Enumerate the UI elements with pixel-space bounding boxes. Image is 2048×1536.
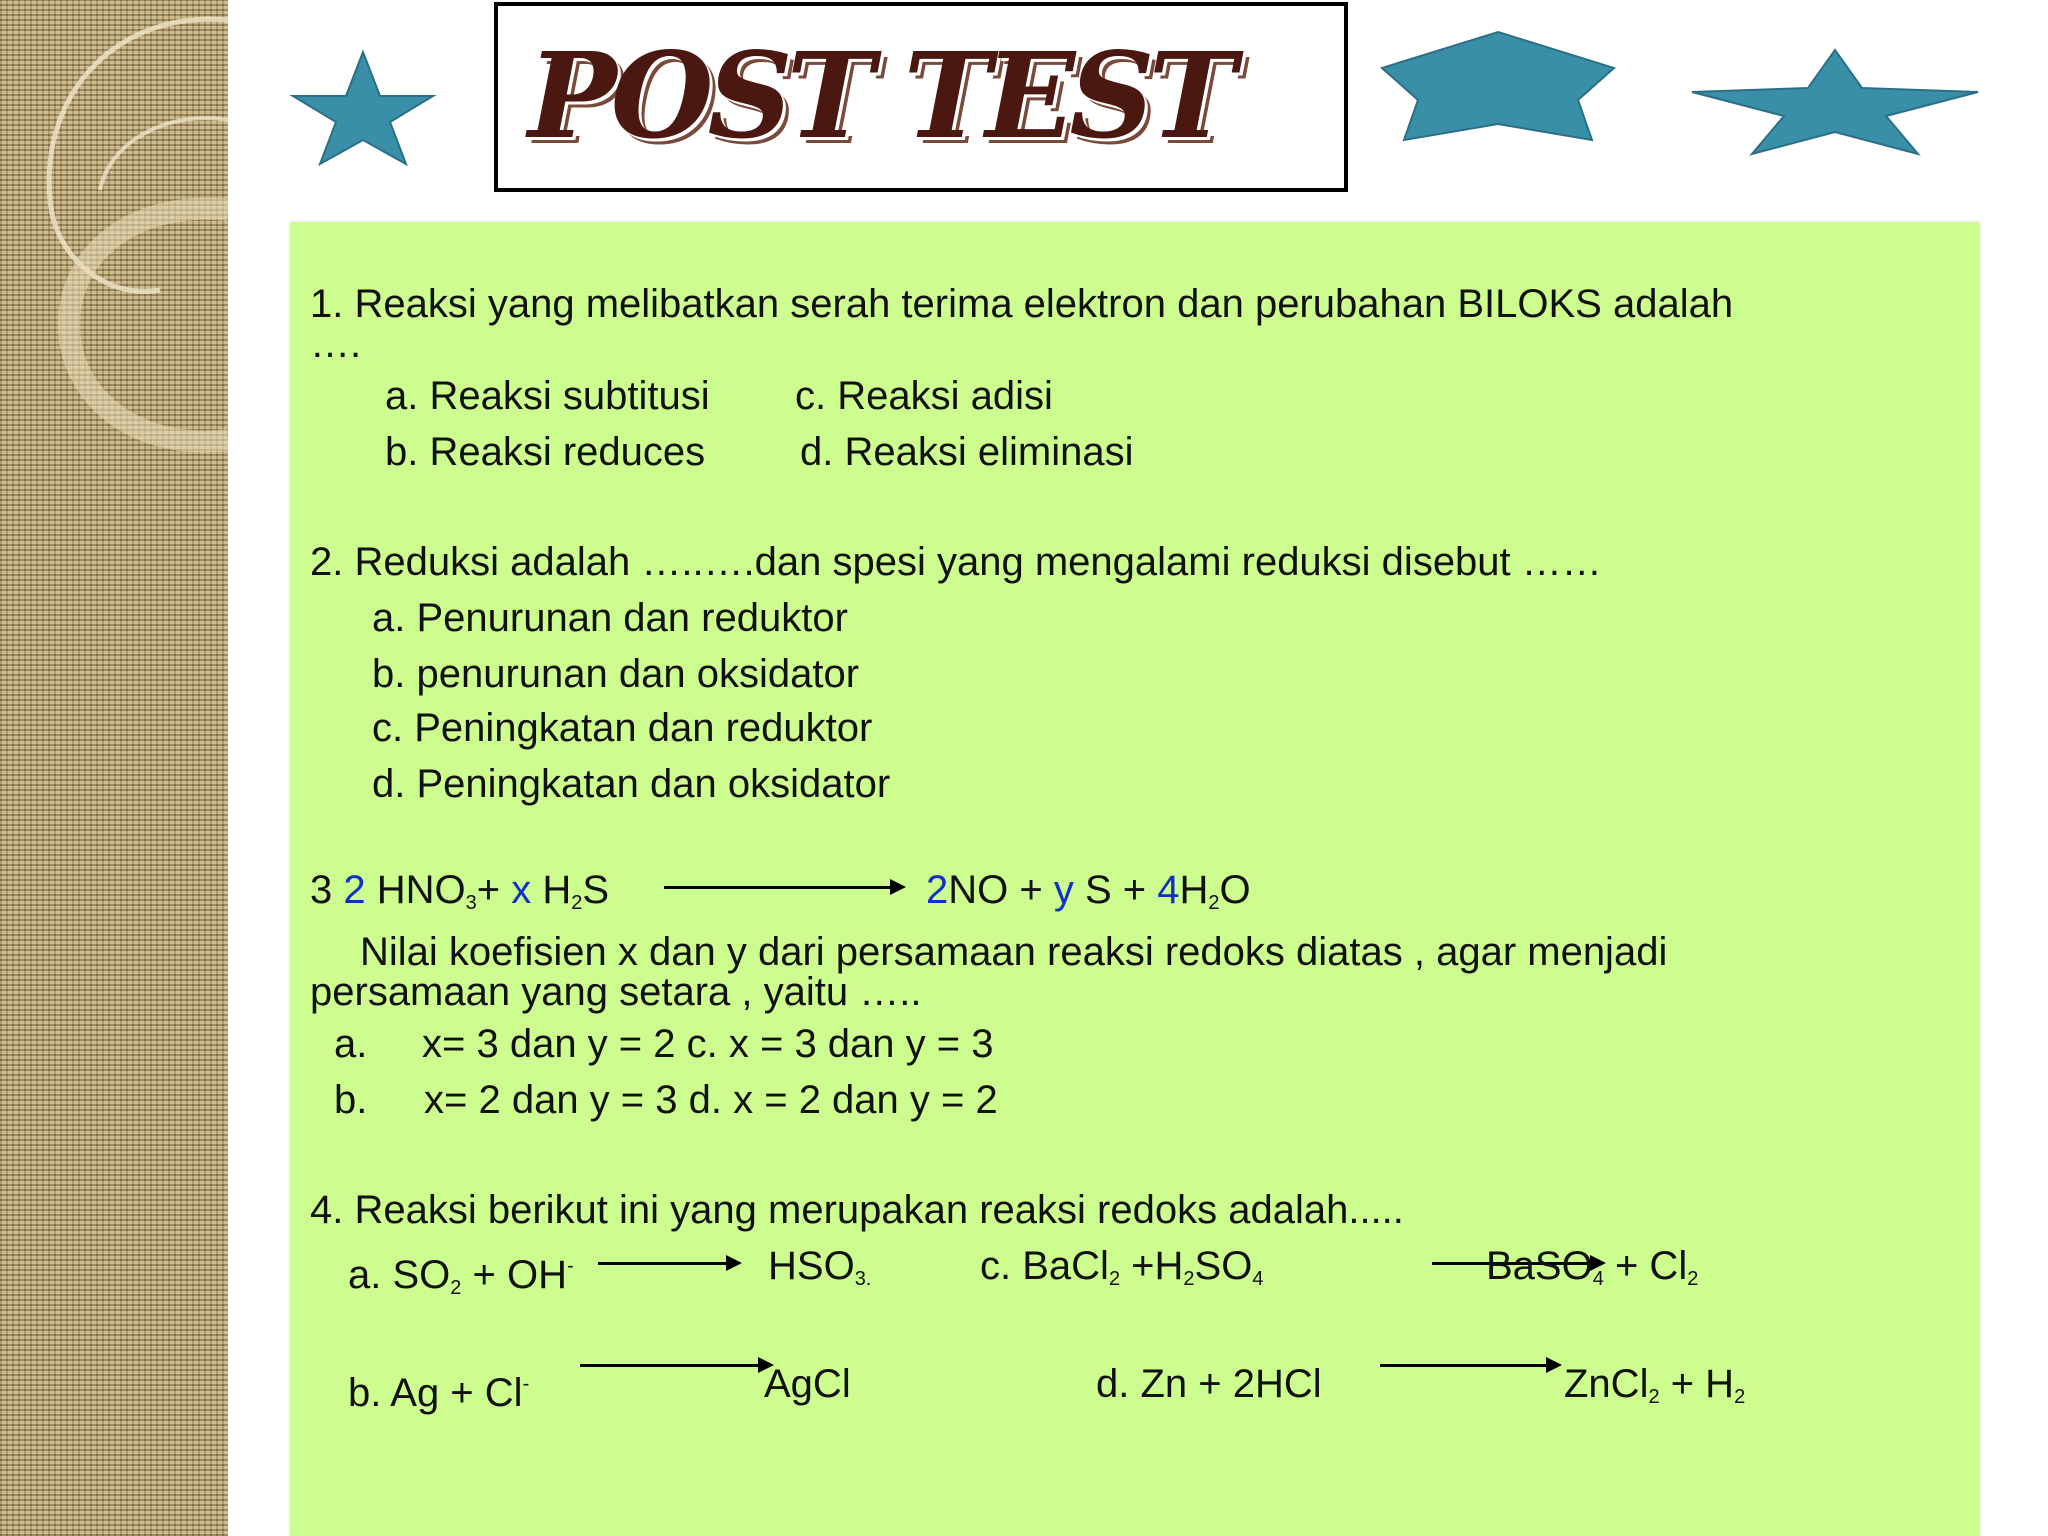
q3-coef-h2o: 4 (1157, 868, 1180, 912)
flat-star-icon (1690, 46, 1980, 158)
q4-option-b-right: AgCl (764, 1362, 851, 1406)
q3-number: 3 (310, 868, 333, 912)
q4-option-c-left: c. BaCl$_2$ $+H_2SO_4$ (980, 1244, 1264, 1290)
q3-coef-x: x (511, 868, 532, 912)
q3-option-b-d: x= 2 dan y = 3 d. x = 2 dan y = 2 (424, 1078, 998, 1122)
q2-option-b: b. penurunan dan oksidator (372, 652, 860, 696)
q1-option-b: b. Reaksi reduces (385, 430, 706, 474)
q4-option-b-left: b. Ag + Cl- (348, 1371, 530, 1415)
q4-option-d-right: ZnCl$_2$ + $H_2$ (1564, 1362, 1746, 1408)
q1-option-d: d. Reaksi eliminasi (800, 430, 1134, 474)
q4a-reaction-arrow (598, 1262, 738, 1265)
swirl-decoration (0, 0, 228, 520)
q1-option-c: c. Reaksi adisi (795, 374, 1053, 418)
q4-option-a-right: $HSO_{3.}$ (768, 1244, 872, 1290)
q1-stem-cont: …. (310, 322, 362, 366)
q4d-reaction-arrow (1380, 1364, 1558, 1367)
q3-option-b-label: b. (334, 1078, 368, 1122)
q4-option-a-left: a. $SO_2 + OH^-$ (348, 1253, 574, 1299)
title-box (494, 2, 1348, 192)
burlap-background (0, 0, 228, 1536)
q3-option-a-label: a. (334, 1022, 368, 1066)
star-icon (288, 46, 438, 166)
q2-option-a: a. Penurunan dan reduktor (372, 596, 848, 640)
q2-stem: 2. Reduksi adalah …..….dan spesi yang mengalami reduksi disebut …… (310, 540, 1602, 584)
q3-stem: Nilai koefisien x dan y dari persamaan reaksi redoks diatas , agar menjadi (360, 930, 1668, 974)
q3-equation-right: 2NO + y $S + 4H_2O$ (926, 868, 1251, 914)
q3-coef-hno3: 2 (343, 868, 366, 912)
q4-option-c-right: BaSO$_4$ + $Cl_2$ (1486, 1244, 1699, 1290)
q3-option-a-c: x= 3 dan y = 2 c. x = 3 dan y = 3 (422, 1022, 994, 1066)
q4-option-d-left: d. Zn + 2HCl (1096, 1362, 1322, 1406)
q3-coef-no: 2 (926, 868, 949, 912)
q2-option-d: d. Peningkatan dan oksidator (372, 762, 891, 806)
q3-coef-y: y (1053, 868, 1074, 912)
q1-option-a: a. Reaksi subtitusi (385, 374, 710, 418)
q3-reaction-arrow (664, 886, 902, 889)
q4-stem: 4. Reaksi berikut ini yang merupakan reaksi redoks adalah..... (310, 1188, 1404, 1232)
page-title: POST TEST (528, 26, 1231, 165)
q4b-reaction-arrow (580, 1364, 770, 1367)
q3-stem-cont: persamaan yang setara , yaitu ….. (310, 970, 922, 1014)
q1-stem: 1. Reaksi yang melibatkan serah terima elektron dan perubahan BILOKS adalah (310, 282, 1734, 326)
q2-option-c: c. Peningkatan dan reduktor (372, 706, 873, 750)
pentagon-star-icon (1378, 28, 1618, 146)
q3-equation-left: 3 2 $HNO_3+ x$ $H_2S$ (310, 868, 610, 914)
